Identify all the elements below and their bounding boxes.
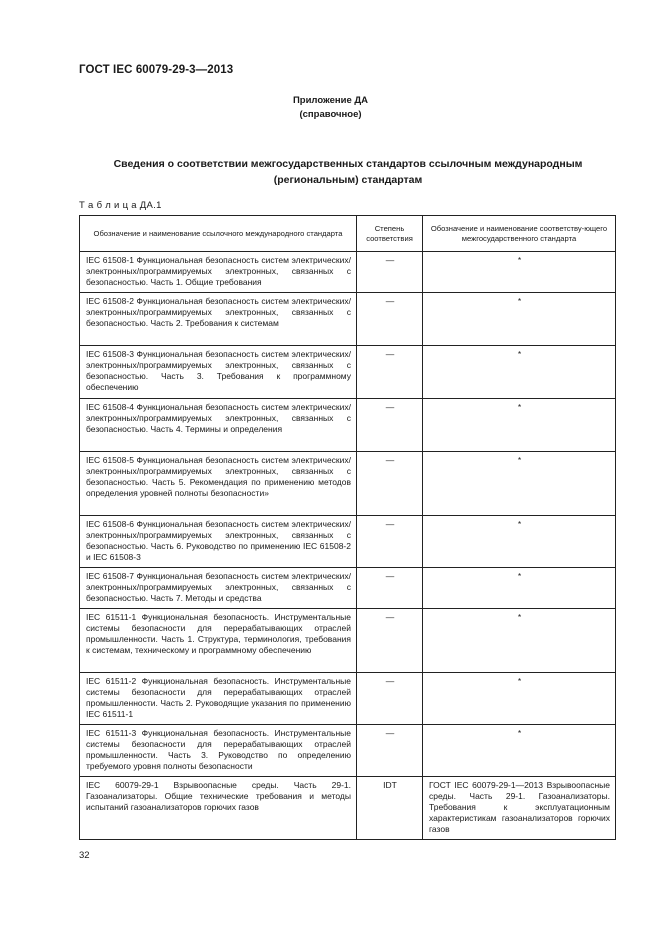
table-row — [80, 516, 616, 568]
table-row — [80, 293, 616, 346]
reference-standard-cell: IEC 61511-3 Функциональная безопасность. Инструментальные системы безопасности для перерабатывающих отраслей промышленности. Часть 3. Руководство по определению требуемого уровня полноты безопасности — [80, 725, 357, 777]
document-code: ГОСТ IEC 60079-29-3—2013 — [79, 64, 234, 76]
column-header-reference-standard: Обозначение и наименование ссылочного международного стандарта — [80, 216, 357, 252]
table-row — [80, 568, 616, 609]
interstate-standard-cell: * — [423, 452, 616, 516]
correspondence-table — [79, 215, 616, 840]
interstate-standard-cell: ГОСТ IEC 60079-29-1—2013 Взрывоопасные среды. Часть 29-1. Газоанализаторы. Требования к эксплуатационным характеристикам газоанализаторов горючих газов — [423, 777, 616, 840]
section-heading — [78, 156, 618, 188]
reference-standard-cell: IEC 61508-4 Функциональная безопасность систем электрических/электронных/программируемых электронных, связанных с безопасностью. Часть 4. Термины и определения — [80, 399, 357, 452]
table-row — [80, 399, 616, 452]
reference-standard-cell: IEC 61508-3 Функциональная безопасность систем электрических/электронных/программируемых электронных, связанных с безопасностью. Часть 3. Требования к программному обеспечению — [80, 346, 357, 399]
table-row — [80, 673, 616, 725]
column-header-interstate-standard: Обозначение и наименование соответству-ющего межгосударственного стандарта — [423, 216, 616, 252]
table-header-row — [80, 216, 616, 252]
reference-standard-cell: IEC 60079-29-1 Взрывоопасные среды. Часть 29-1. Газоанализаторы. Общие технические требования и методы испытаний газоанализаторов горючих газов — [80, 777, 357, 840]
page-number: 32 — [79, 850, 90, 861]
degree-cell: — — [357, 609, 423, 673]
interstate-standard-cell: * — [423, 399, 616, 452]
interstate-standard-cell: * — [423, 568, 616, 609]
reference-standard-cell: IEC 61508-6 Функциональная безопасность систем электрических/электронных/программируемых электронных, связанных с безопасностью. Часть 6. Руководство по применению IEC 61508-2 и IEC 61508-3 — [80, 516, 357, 568]
reference-standard-cell: IEC 61508-5 Функциональная безопасность систем электрических/электронных/программируемых электронных, связанных с безопасностью. Часть 5. Рекомендация по применению методов определения уровней полноты безопасности» — [80, 452, 357, 516]
degree-cell: — — [357, 293, 423, 346]
reference-standard-cell: IEC 61511-1 Функциональная безопасность. Инструментальные системы безопасности для перерабатывающих отраслей промышленности. Часть 1. Структура, терминология, требования к системам, техническому и программному обеспечению — [80, 609, 357, 673]
annex-subtitle: (справочное) — [299, 109, 362, 120]
degree-cell: — — [357, 673, 423, 725]
interstate-standard-cell: * — [423, 252, 616, 293]
degree-cell: — — [357, 725, 423, 777]
degree-cell: — — [357, 452, 423, 516]
reference-standard-cell: IEC 61508-1 Функциональная безопасность систем электрических/электронных/программируемых электронных, связанных с безопасностью. Часть 1. Общие требования — [80, 252, 357, 293]
annex-title: Приложение ДА — [292, 95, 369, 106]
interstate-standard-cell: * — [423, 293, 616, 346]
degree-cell: — — [357, 346, 423, 399]
interstate-standard-cell: * — [423, 516, 616, 568]
reference-standard-cell: IEC 61508-7 Функциональная безопасность систем электрических/электронных/программируемых электронных, связанных с безопасностью. Часть 7. Методы и средства — [80, 568, 357, 609]
table-row — [80, 777, 616, 840]
interstate-standard-cell: * — [423, 725, 616, 777]
table-row — [80, 725, 616, 777]
annex-header — [0, 94, 661, 122]
degree-cell: — — [357, 568, 423, 609]
table-row — [80, 252, 616, 293]
column-header-degree: Степень соответствия — [357, 216, 423, 252]
interstate-standard-cell: * — [423, 346, 616, 399]
section-heading-line-1: Сведения о соответствии межгосударственных стандартов ссылочным международным — [113, 158, 583, 170]
degree-cell: — — [357, 399, 423, 452]
table-row — [80, 609, 616, 673]
interstate-standard-cell: * — [423, 609, 616, 673]
table-row — [80, 346, 616, 399]
section-heading-line-2: (региональным) стандартам — [273, 174, 423, 186]
degree-cell: — — [357, 516, 423, 568]
degree-cell: IDT — [357, 777, 423, 840]
reference-standard-cell: IEC 61511-2 Функциональная безопасность. Инструментальные системы безопасности для перерабатывающих отраслей промышленности. Часть 2. Руководящие указания по применению IEC 61511-1 — [80, 673, 357, 725]
reference-standard-cell: IEC 61508-2 Функциональная безопасность систем электрических/электронных/программируемых электронных, связанных с безопасностью. Часть 2. Требования к системам — [80, 293, 357, 346]
degree-cell: — — [357, 252, 423, 293]
interstate-standard-cell: * — [423, 673, 616, 725]
table-row — [80, 452, 616, 516]
table-label: Т а б л и ц а ДА.1 — [79, 200, 162, 211]
